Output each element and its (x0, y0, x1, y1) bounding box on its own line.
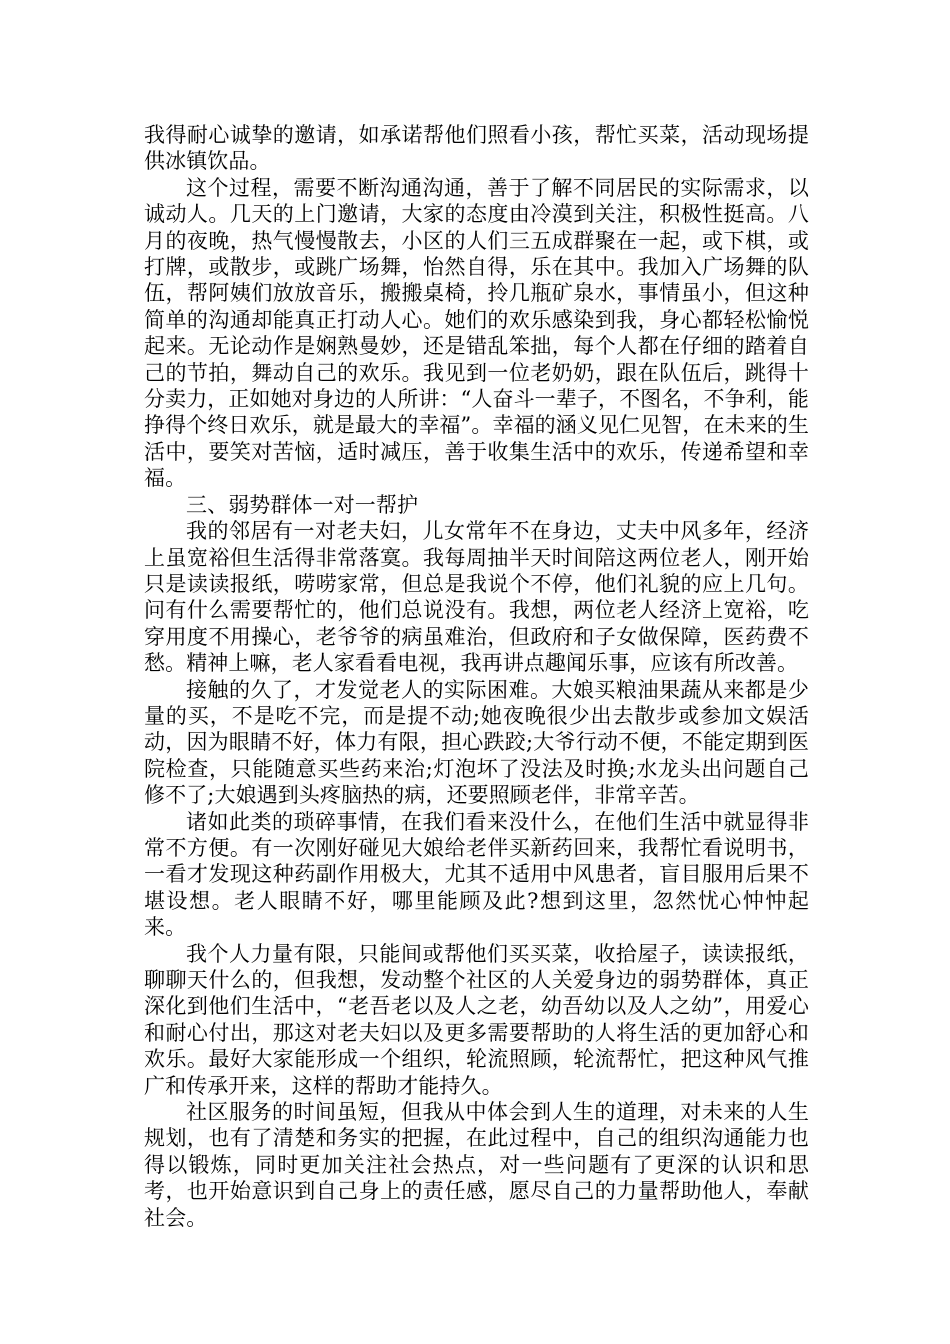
section-heading: 三、弱势群体一对一帮护 (186, 492, 419, 517)
paragraph-community-care: 我个人力量有限，只能间或帮他们买买菜，收拾屋子，读读报纸，聊聊天什么的，但我想，发动整个社区的人关爱身边的弱势群体，真正深化到他们生活中，“老吾老以及人之老，幼吾幼以及人之幼”，用爱心和耐心付出，那这对老夫妇以及更多需要帮助的人将生活的更加舒心和欢乐。最好大家能形成一个组织，轮流照顾，轮流帮忙，把这种风气推广和传承开来，这样的帮助才能持久。 (144, 941, 809, 1098)
paragraph-difficulties: 接触的久了，才发觉老人的实际困难。大娘买粮油果蔬从来都是少量的买，不是吃不完，而是提不动;她夜晚很少出去散步或参加文娱活动，因为眼睛不好，体力有限，担心跌跤;大爷行动不便，不能定期到医院检查，只能随意买些药来治;灯泡坏了没法及时换;水龙头出问题自己修不了;大娘遇到头疼脑热的病，还要照顾老伴，非常辛苦。 (144, 677, 809, 808)
document-body (144, 122, 809, 1231)
paragraph-conclusion: 社区服务的时间虽短，但我从中体会到人生的道理，对未来的人生规划，也有了清楚和务实的把握，在此过程中，自己的组织沟通能力也得以锻炼，同时更加关注社会热点，对一些问题有了更深的认识和思考，也开始意识到自己身上的责任感，愿尽自己的力量帮助他人，奉献社会。 (144, 1100, 809, 1230)
paragraph-neighbors: 我的邻居有一对老夫妇，儿女常年不在身边，丈夫中风多年，经济上虽宽裕但生活得非常落寞。我每周抽半天时间陪这两位老人，刚开始只是读读报纸，唠唠家常，但总是我说个不停，他们礼貌的应上几句。问有什么需要帮忙的，他们总说没有。我想，两位老人经济上宽裕，吃穿用度不用操心，老爷爷的病虽难治，但政府和子女做保障，医药费不愁。精神上嘛，老人家看看电视，我再讲点趣闻乐事，应该有所改善。 (144, 519, 809, 676)
paragraph-communication: 这个过程，需要不断沟通沟通，善于了解不同居民的实际需求，以诚动人。几天的上门邀请，大家的态度由冷漠到关注，积极性挺高。八月的夜晚，热气慢慢散去，小区的人们三五成群聚在一起，或下棋，或打牌，或散步，或跳广场舞，怡然自得，乐在其中。我加入广场舞的队伍，帮阿姨们放放音乐，搬搬桌椅，拎几瓶矿泉水，事情虽小，但这种简单的沟通却能真正打动人心。她们的欢乐感染到我，身心都轻松愉悦起来。无论动作是娴熟曼妙，还是错乱笨拙，每个人都在仔细的踏着自己的节拍，舞动自己的欢乐。我见到一位老奶奶，跟在队伍后，跳得十分卖力，正如她对身边的人所讲：“人奋斗一辈子，不图名，不争利，能挣得个终日欢乐，就是最大的幸福”。幸福的涵义见仁见智，在未来的生活中，要笑对苦恼，适时减压，善于收集生活中的欢乐，传递希望和幸福。 (144, 175, 809, 491)
paragraph-trivial-matters: 诸如此类的琐碎事情，在我们看来没什么，在他们生活中就显得非常不方便。有一次刚好碰见大娘给老伴买新药回来，我帮忙看说明书，一看才发现这种药副作用极大，尤其不适用中风患者，盲目服用后果不堪设想。老人眼睛不好，哪里能顾及此?想到这里，忽然忧心忡忡起来。 (144, 809, 809, 940)
paragraph-continuation: 我得耐心诚挚的邀请，如承诺帮他们照看小孩，帮忙买菜，活动现场提供冰镇饮品。 (144, 123, 809, 174)
